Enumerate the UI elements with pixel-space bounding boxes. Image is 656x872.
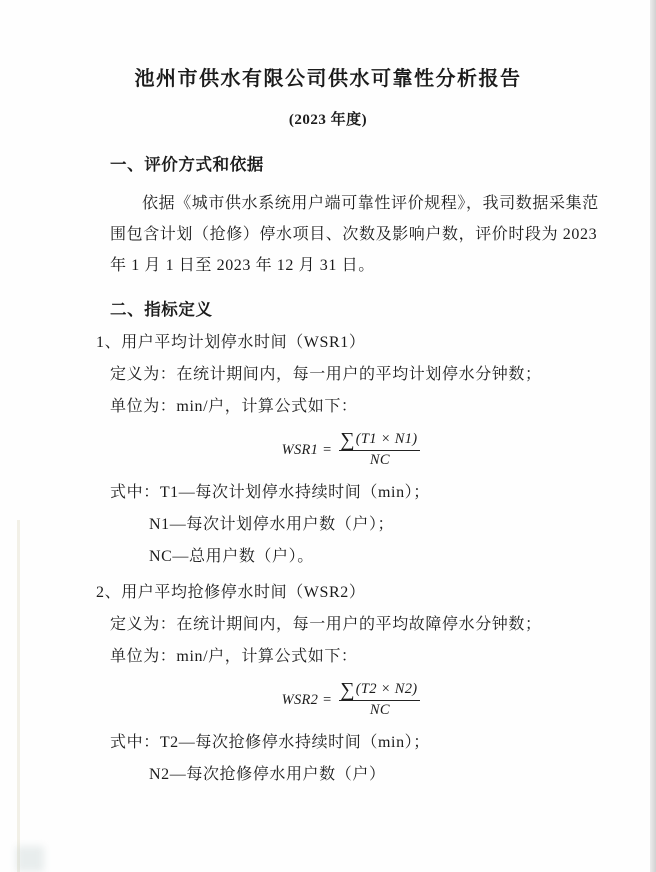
formula-wsr2 (96, 673, 606, 727)
section-heading-evaluation: 一、评价方式和依据 (110, 155, 264, 174)
fraction-denominator: NC (369, 702, 390, 718)
sigma-symbol: ∑ (340, 679, 355, 701)
fraction (339, 679, 420, 719)
section-heading-definitions: 二、指标定义 (110, 300, 213, 319)
fraction-denominator: NC (369, 452, 390, 468)
indicator-wsr1 (96, 327, 606, 573)
scan-smudge-artifact (16, 846, 44, 872)
where-label: 式中： (110, 484, 160, 501)
indicator-definition: 定义为：在统计期间内，每一用户的平均计划停水分钟数； (110, 366, 542, 383)
report-header (0, 0, 656, 131)
formula-lhs: WSR1 = (281, 441, 333, 458)
indicator-name: 1、用户平均计划停水时间（WSR1） (96, 334, 366, 351)
where-clause (96, 727, 606, 759)
paragraph-line: 围包含计划（抢修）停水项目、次数及影响户数，评价时段为 2023 (110, 226, 598, 243)
term-line: N2—每次抢修停水用户数（户） (149, 766, 386, 783)
paragraph-line: 年 1 月 1 日至 2023 年 12 月 31 日。 (110, 257, 375, 274)
term-line: NC—总用户数（户）。 (149, 548, 314, 565)
fraction (339, 429, 420, 469)
evaluation-paragraph (96, 188, 606, 281)
indicator-name: 2、用户平均抢修停水时间（WSR2） (96, 584, 366, 601)
where-clause (96, 477, 606, 509)
formula-wsr1 (96, 423, 606, 477)
numerator-expression: (T1 × N1) (355, 430, 418, 447)
scan-edge-shadow (650, 0, 656, 872)
where-label: 式中： (110, 734, 160, 751)
report-subtitle: (2023 年度) (288, 112, 368, 128)
indicator-wsr2 (96, 577, 606, 791)
sigma-symbol: ∑ (340, 429, 355, 451)
term-line: T1—每次计划停水持续时间（min）； (159, 484, 430, 501)
indicator-unit: 单位为：min/户，计算公式如下： (110, 398, 358, 415)
numerator-expression: (T2 × N2) (355, 680, 418, 697)
paragraph-line: 依据《城市供水系统用户端可靠性评价规程》，我司数据采集范 (142, 195, 599, 212)
term-line: N1—每次计划停水用户数（户）； (149, 516, 395, 533)
scan-streak-artifact (17, 520, 20, 872)
report-body (0, 152, 656, 791)
term-line: T2—每次抢修停水持续时间（min）； (159, 734, 430, 751)
fraction-numerator (339, 679, 420, 701)
indicator-definition: 定义为：在统计期间内，每一用户的平均故障停水分钟数； (110, 616, 542, 633)
report-title: 池州市供水有限公司供水可靠性分析报告 (134, 68, 522, 90)
formula-lhs: WSR2 = (281, 691, 333, 708)
indicator-unit: 单位为：min/户，计算公式如下： (110, 648, 358, 665)
fraction-numerator (339, 429, 420, 451)
